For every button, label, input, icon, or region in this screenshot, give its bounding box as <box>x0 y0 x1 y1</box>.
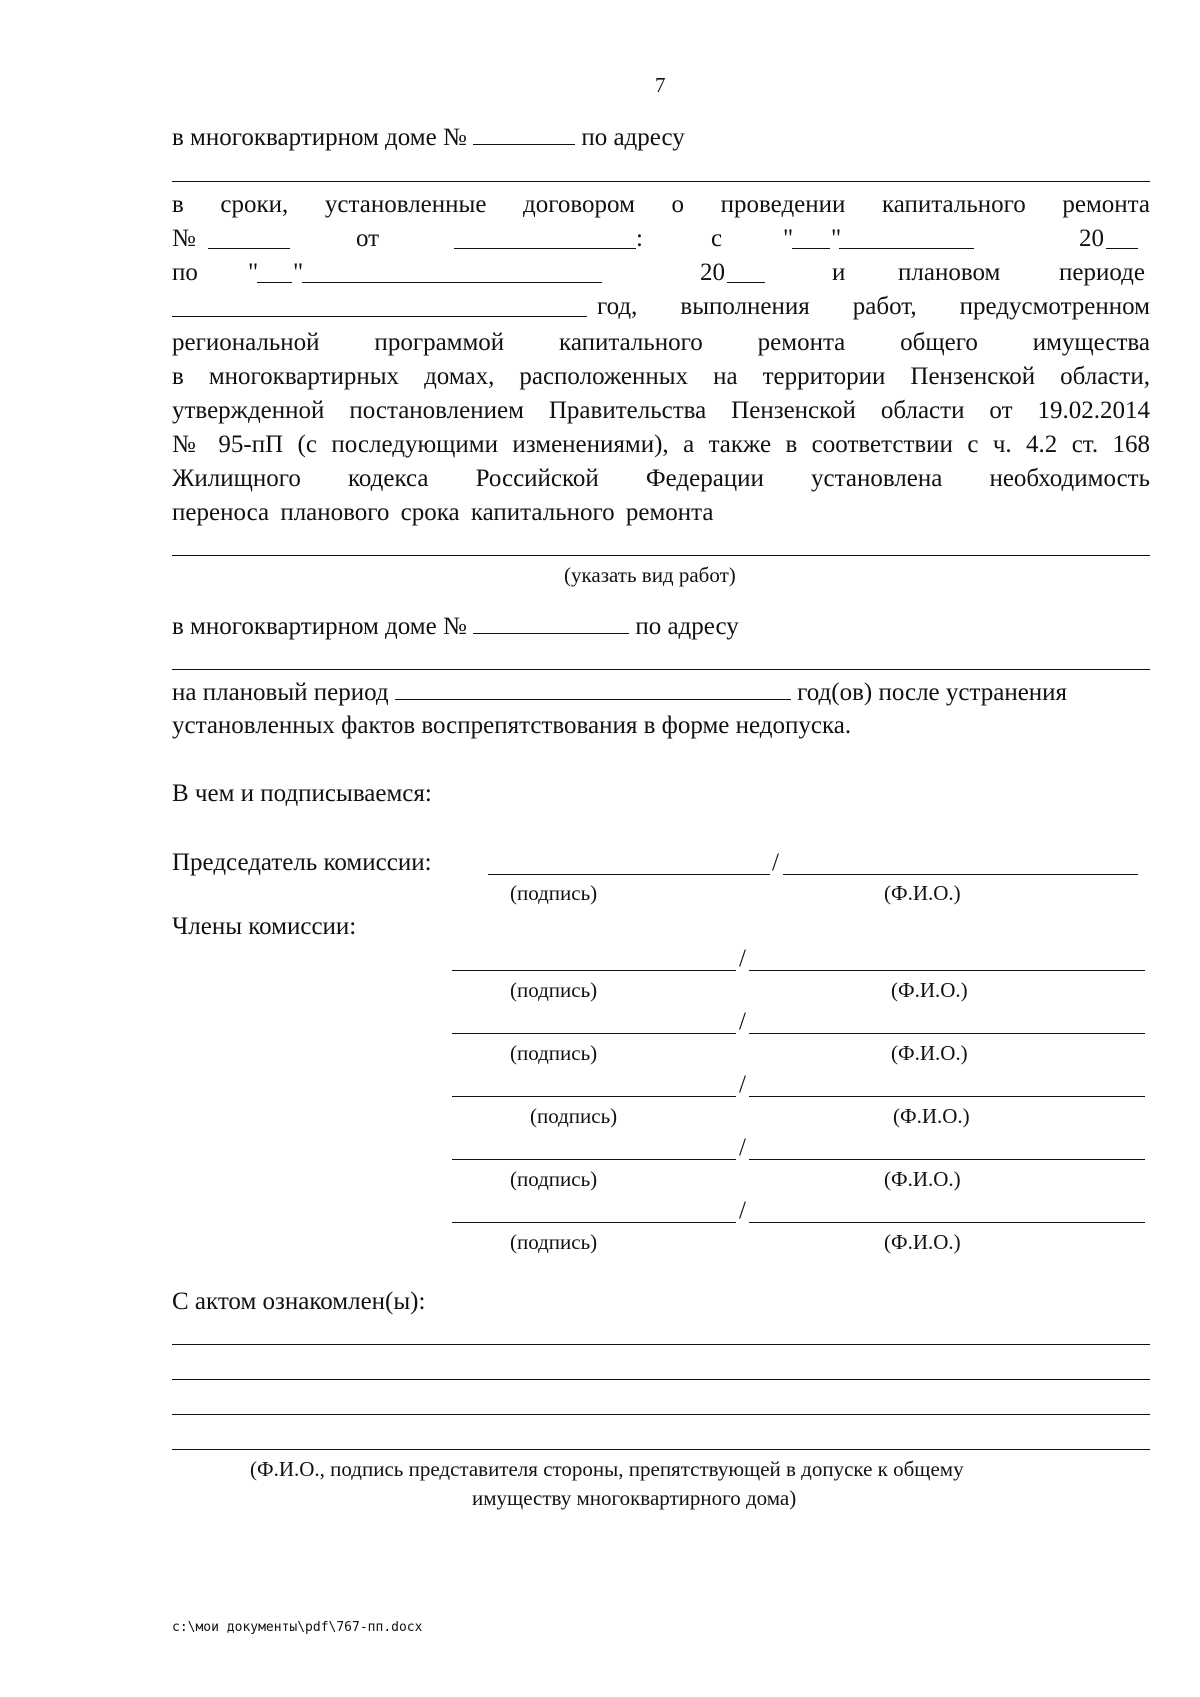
member-name-blank[interactable] <box>749 1033 1145 1034</box>
member-name-caption: (Ф.И.О.) <box>884 1167 961 1191</box>
member-signature-caption: (подпись) <box>530 1104 618 1128</box>
acquainted-blank-1[interactable] <box>172 1344 1150 1345</box>
chairman-slash: / <box>772 849 779 876</box>
page-number: 7 <box>655 73 666 97</box>
building-label: в многоквартирном доме № <box>172 124 467 151</box>
building-number-blank-2[interactable] <box>473 611 629 634</box>
building-label: в многоквартирном доме № <box>172 613 467 640</box>
chairman-signature-blank[interactable] <box>488 874 770 875</box>
member-name-caption: (Ф.И.О.) <box>893 1104 970 1128</box>
member-name-blank[interactable] <box>749 1096 1145 1097</box>
work-type-caption: (указать вид работ) <box>564 563 736 587</box>
from-label: от <box>356 225 380 252</box>
representative-caption-2: имуществу многоквартирного дома) <box>472 1486 797 1510</box>
planned-period-blank[interactable] <box>395 677 791 700</box>
chairman-name-blank[interactable] <box>783 874 1138 875</box>
end-year-blank[interactable] <box>727 260 765 283</box>
member-name-caption: (Ф.И.О.) <box>884 1230 961 1254</box>
address-blank-2[interactable] <box>172 669 1150 670</box>
signoff-text: В чем и подписываемся: <box>172 780 432 807</box>
planned-period-line <box>172 677 1150 708</box>
body-line: № 95-пП (с последующими изменениями), а также в соответствии с ч. 4.2 ст. 168 <box>172 431 1150 458</box>
member-signature-blank[interactable] <box>452 1096 736 1097</box>
acquainted-label: С актом ознакомлен(ы): <box>172 1288 426 1315</box>
member-name-caption: (Ф.И.О.) <box>891 1041 968 1065</box>
planned-year-blank[interactable] <box>172 294 587 317</box>
member-signature-caption: (подпись) <box>510 1230 598 1254</box>
building-number-line <box>172 122 685 153</box>
period-label: периоде <box>1059 259 1145 286</box>
member-slash: / <box>739 1008 746 1035</box>
member-slash: / <box>739 1071 746 1098</box>
planned-period-line-2: установленных фактов воспрепятствования в форме недопуска. <box>172 712 852 739</box>
member-signature-caption: (подпись) <box>510 978 598 1002</box>
number-sign: № <box>172 225 196 252</box>
member-name-blank[interactable] <box>749 1159 1145 1160</box>
body-line: в многоквартирных домах, расположенных на территории Пензенской области, <box>172 363 1150 390</box>
start-month-blank[interactable] <box>839 226 974 249</box>
member-signature-blank[interactable] <box>452 970 736 971</box>
contract-number-blank[interactable] <box>208 226 290 249</box>
year-row-text: год, выполнения работ, предусмотренном <box>597 293 1150 320</box>
member-signature-caption: (подпись) <box>510 1041 598 1065</box>
members-label: Члены комиссии: <box>172 913 357 940</box>
quote-open: " <box>783 225 794 252</box>
contract-date-blank[interactable] <box>454 226 636 249</box>
representative-caption-1: (Ф.И.О., подпись представителя стороны, препятствующей в допуске к общему <box>250 1457 964 1481</box>
quote-open: " <box>248 259 259 286</box>
member-name-caption: (Ф.И.О.) <box>891 978 968 1002</box>
quote-close: " <box>293 259 304 286</box>
member-signature-blank[interactable] <box>452 1033 736 1034</box>
member-name-blank[interactable] <box>749 970 1145 971</box>
member-slash: / <box>739 1134 746 1161</box>
end-year-prefix: 20 <box>700 259 725 286</box>
body-line: утвержденной постановлением Правительства Пензенской области от 19.02.2014 <box>172 397 1150 424</box>
year-row <box>172 292 1150 322</box>
until-label: по <box>172 259 198 286</box>
chairman-signature-caption: (подпись) <box>510 881 598 905</box>
member-signature-blank[interactable] <box>452 1222 736 1223</box>
chairman-name-caption: (Ф.И.О.) <box>884 881 961 905</box>
planned-period-label: на плановый период <box>172 679 389 706</box>
member-name-blank[interactable] <box>749 1222 1145 1223</box>
colon: : <box>636 225 643 252</box>
address-label: по адресу <box>581 124 685 151</box>
chairman-label: Председатель комиссии: <box>172 849 432 876</box>
legal-basis-paragraph <box>172 326 1150 530</box>
start-day-blank[interactable] <box>792 226 830 249</box>
member-signature-blank[interactable] <box>452 1159 736 1160</box>
building-number-line-2 <box>172 611 739 642</box>
body-line: региональной программой капитального ремонта общего имущества <box>172 329 1150 356</box>
quote-close: " <box>831 225 842 252</box>
address-label: по адресу <box>635 613 739 640</box>
start-year-prefix: 20 <box>1079 225 1104 252</box>
after-removal-label: год(ов) после устранения <box>797 679 1068 706</box>
member-signature-caption: (подпись) <box>510 1167 598 1191</box>
acquainted-blank-4[interactable] <box>172 1449 1150 1450</box>
start-year-blank[interactable] <box>1106 226 1138 249</box>
acquainted-blank-3[interactable] <box>172 1414 1150 1415</box>
address-blank-1[interactable] <box>172 181 1150 182</box>
end-day-blank[interactable] <box>257 260 292 283</box>
work-type-blank[interactable] <box>172 555 1150 556</box>
contract-number-row <box>172 224 1150 254</box>
end-month-blank[interactable] <box>302 260 602 283</box>
footer-file-path: c:\мои документы\pdf\767-пп.docx <box>172 1620 423 1635</box>
deadline-text: в сроки, установленные договором о проведении капитального ремонта <box>172 191 1150 218</box>
deadline-line <box>172 190 1150 220</box>
member-slash: / <box>739 945 746 972</box>
end-date-row <box>172 258 1150 288</box>
body-line: Жилищного кодекса Российской Федерации установлена необходимость <box>172 465 1150 492</box>
since-label: с <box>711 225 723 252</box>
member-slash: / <box>739 1197 746 1224</box>
acquainted-blank-2[interactable] <box>172 1379 1150 1380</box>
planned-label: плановом <box>898 259 1001 286</box>
building-number-blank[interactable] <box>473 122 575 145</box>
body-line-last: переноса планового срока капитального ремонта <box>172 499 714 526</box>
and-label: и <box>832 259 846 286</box>
